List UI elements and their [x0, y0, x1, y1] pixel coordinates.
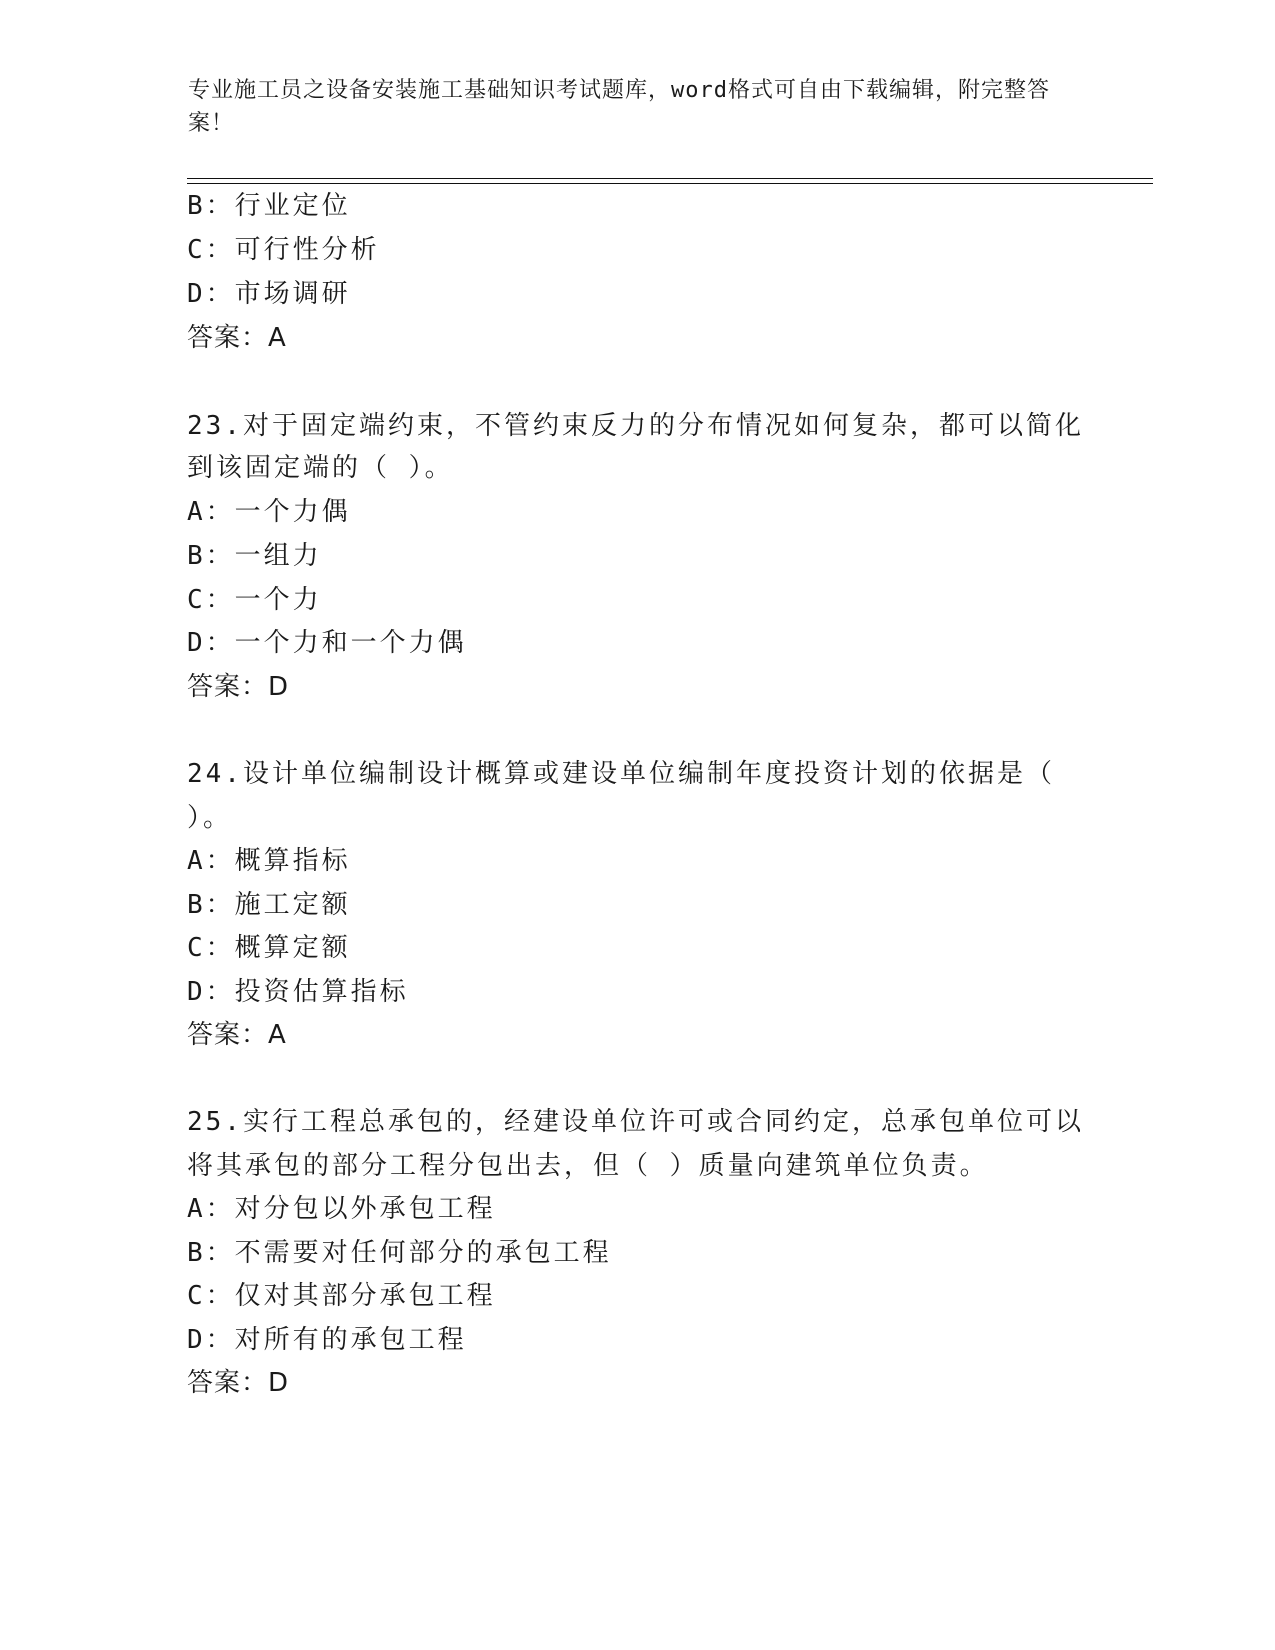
header-divider-top — [187, 178, 1153, 179]
answer-line: 答案：A — [187, 1020, 287, 1050]
option-a: A：一个力偶 — [187, 497, 351, 527]
option-b: B：施工定额 — [187, 890, 351, 920]
question-stem-line: 24.设计单位编制设计概算或建设单位编制年度投资计划的依据是（ — [187, 759, 1055, 789]
question-stem-line: ）。 — [187, 803, 233, 833]
answer-line: 答案：D — [187, 672, 290, 702]
question-stem-line: 将其承包的部分工程分包出去，但（ ）质量向建筑单位负责。 — [187, 1151, 989, 1181]
header-divider-bottom — [187, 183, 1153, 184]
option-c: C：仅对其部分承包工程 — [187, 1281, 496, 1311]
option-d: D：市场调研 — [187, 279, 351, 309]
option-d: D：对所有的承包工程 — [187, 1325, 467, 1355]
question-stem-line: 到该固定端的（ ）。 — [187, 453, 454, 483]
option-b: B：行业定位 — [187, 191, 351, 221]
answer-line: 答案：A — [187, 323, 287, 353]
question-stem-line: 23.对于固定端约束，不管约束反力的分布情况如何复杂，都可以简化 — [187, 411, 1084, 441]
document-header: 专业施工员之设备安装施工基础知识考试题库，word格式可自由下载编辑，附完整答案！ — [188, 78, 1050, 136]
option-c: C：一个力 — [187, 585, 322, 615]
option-d: D：投资估算指标 — [187, 977, 409, 1007]
answer-line: 答案：D — [187, 1368, 290, 1398]
option-d: D：一个力和一个力偶 — [187, 628, 467, 658]
option-b: B：一组力 — [187, 541, 322, 571]
option-c: C：可行性分析 — [187, 235, 380, 265]
option-a: A：概算指标 — [187, 846, 351, 876]
option-b: B：不需要对任何部分的承包工程 — [187, 1238, 612, 1268]
option-c: C：概算定额 — [187, 933, 351, 963]
option-a: A：对分包以外承包工程 — [187, 1194, 496, 1224]
question-stem-line: 25.实行工程总承包的，经建设单位许可或合同约定，总承包单位可以 — [187, 1107, 1084, 1137]
